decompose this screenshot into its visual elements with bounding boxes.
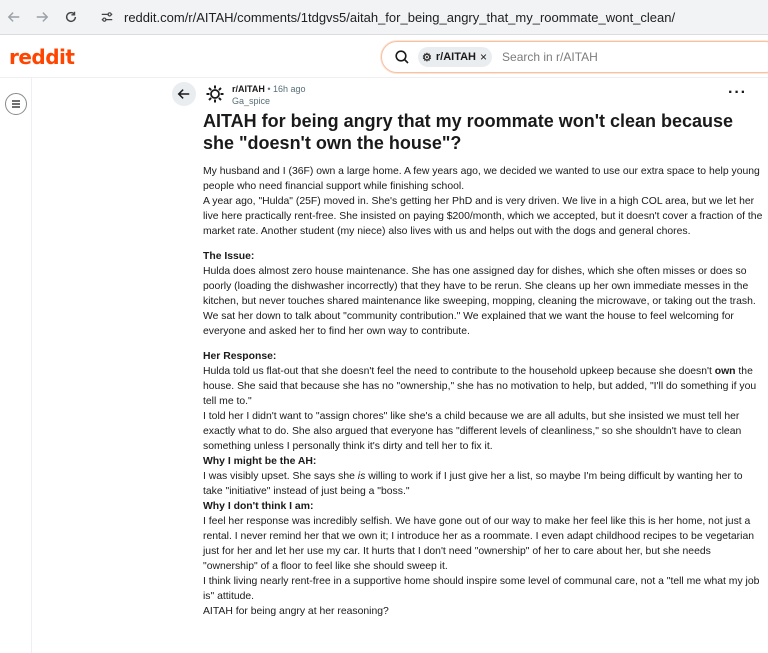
search-input[interactable]: Search in r/AITAH xyxy=(502,50,598,64)
paragraph: We sat her down to talk about "community contribution." We explained that we want the house to feel welcoming for everyone and asked her to find her own way to contribute. xyxy=(203,311,734,337)
paragraph: I feel her response was incredibly selfish. We have gone out of our way to make her feel like this is her home, not just a rental. I never remind her that we own it; I introduce her as a roommate. I even adapt childhood recipes to be vegetarian just for her and let her use my car. It hurts that I don't need "ownership" of her to care about her, but she needs "ownership" of a floor to feel like she should sweep it. xyxy=(203,516,755,572)
post-meta xyxy=(232,83,306,107)
author-link[interactable]: Ga_spice xyxy=(232,96,271,106)
paragraph: My husband and I (36F) own a large home. A few years ago, we decided we wanted to use our extra space to help young people who need financial support while finishing school. xyxy=(203,166,760,192)
paragraph: Hulda does almost zero house maintenance. She has one assigned day for dishes, which she often misses or does so poorly (loading the dishwasher incorrectly) that they have to be rerun. She cleans up her own immediate messes in the kitchen, but never touches shared maintenance like sweeping, mopping, cleaning the microwave, or taking out the trash. xyxy=(203,266,756,307)
browser-forward-button[interactable] xyxy=(32,7,52,27)
post-age: 16h ago xyxy=(273,84,306,94)
hamburger-menu-icon xyxy=(10,98,22,110)
subreddit-gear-icon: ⚙ xyxy=(422,51,432,64)
meta-separator: • xyxy=(267,84,274,94)
paragraph: A year ago, "Hulda" (25F) moved in. She's getting her PhD and is very driven. We live in a high COL area, but we let her live here practically rent-free. She insisted on paying $200/month, which we accepted, but it doesn't cover a fraction of the market rate. Another student (my niece) also lives with us and helps out with the dogs and general chores. xyxy=(203,196,763,237)
reddit-logo[interactable]: reddit xyxy=(9,45,75,69)
arrow-left-icon xyxy=(7,10,21,24)
text-run: willing to work if I just give her a list, so maybe I'm being difficult by wanting her to take "initiative" instead of just being a "boss." xyxy=(203,471,743,497)
site-header xyxy=(0,36,768,78)
paragraph xyxy=(203,469,763,499)
url-text: reddit.com/r/AITAH/comments/1tdgvs5/aitah_for_being_angry_that_my_roommate_wont_clean/ xyxy=(124,9,676,25)
reload-icon xyxy=(64,10,78,24)
chip-label: r/AITAH xyxy=(435,51,477,63)
post-title: AITAH for being angry that my roommate won't clean because she "doesn't own the house"? xyxy=(203,111,734,153)
text-run: the house. She said that because she has no "ownership," she has no motivation to help, but added, "I'll do something if you tell me to." xyxy=(203,366,757,407)
subreddit-filter-chip[interactable] xyxy=(418,47,492,67)
menu-button[interactable] xyxy=(5,93,27,115)
search-bar[interactable] xyxy=(381,41,768,73)
subreddit-avatar-icon[interactable] xyxy=(204,83,226,105)
section-heading: Why I don't think I am: xyxy=(203,501,314,512)
close-icon[interactable]: × xyxy=(480,50,488,64)
italic-text: is xyxy=(357,471,366,482)
back-button[interactable] xyxy=(172,82,196,106)
paragraph: AITAH for being angry at her reasoning? xyxy=(203,606,389,617)
paragraph: I think living nearly rent-free in a supportive home should inspire some level of communal care, not a "tell me what my job is" attitude. xyxy=(203,576,760,602)
more-options-button[interactable]: ··· xyxy=(728,84,747,101)
site-settings-icon[interactable] xyxy=(98,8,116,26)
browser-toolbar xyxy=(0,0,768,35)
post-body xyxy=(203,164,763,619)
text-run: I was visibly upset. She says she xyxy=(203,471,355,482)
left-sidebar xyxy=(0,78,32,653)
arrow-right-icon xyxy=(35,10,49,24)
section-heading: The Issue: xyxy=(203,251,255,262)
subreddit-link[interactable]: r/AITAH xyxy=(232,84,265,94)
search-icon xyxy=(394,49,410,65)
arrow-left-icon xyxy=(177,87,191,101)
browser-reload-button[interactable] xyxy=(61,7,81,27)
address-bar[interactable] xyxy=(92,4,768,30)
section-heading: Her Response: xyxy=(203,351,277,362)
paragraph: I told her I didn't want to "assign chores" like she's a child because we are all adults, but she insisted we must tell her exactly what to do. She also argued that everyone has "different levels of cleanliness," so she shouldn't have to clean something unless I personally think it's dirty and tell her to fix it. xyxy=(203,411,742,452)
text-run: Hulda told us flat-out that she doesn't feel the need to contribute to the household upkeep because she doesn't xyxy=(203,366,712,377)
section-heading: Why I might be the AH: xyxy=(203,456,317,467)
browser-back-button[interactable] xyxy=(4,7,24,27)
bold-text: own xyxy=(714,366,736,377)
paragraph xyxy=(203,364,763,409)
